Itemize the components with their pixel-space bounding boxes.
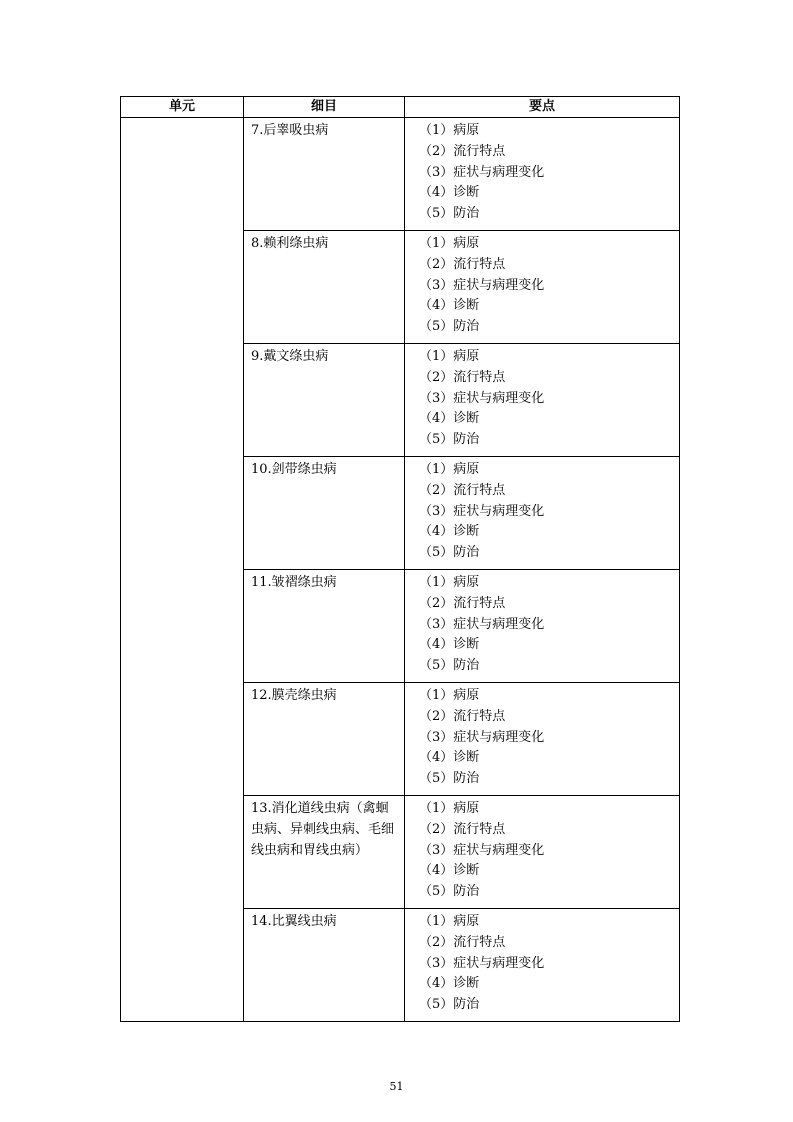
point-item: （5）防治 bbox=[419, 771, 480, 787]
point-item: （4）诊断 bbox=[419, 298, 480, 314]
point-item: （3）症状与病理变化 bbox=[419, 164, 545, 180]
subitem-cell: 9.戴文绦虫病 bbox=[244, 344, 405, 457]
point-item: （2）流行特点 bbox=[419, 482, 506, 498]
point-item: （2）流行特点 bbox=[419, 821, 506, 837]
point-item: （5）防治 bbox=[419, 319, 480, 335]
subitem-cell: 7.后睾吸虫病 bbox=[244, 118, 405, 231]
points-cell bbox=[405, 570, 680, 683]
point-item: （3）症状与病理变化 bbox=[419, 616, 545, 632]
point-item: （1）病原 bbox=[419, 123, 480, 138]
points-list bbox=[419, 686, 679, 790]
subitem-cell: 11.皱褶绦虫病 bbox=[244, 570, 405, 683]
point-item: （5）防治 bbox=[419, 884, 480, 900]
points-cell bbox=[405, 118, 680, 231]
subitem-cell: 12.膜壳绦虫病 bbox=[244, 683, 405, 796]
point-item: （4）诊断 bbox=[419, 524, 480, 540]
point-item: （1）病原 bbox=[419, 914, 480, 929]
subitem-cell: 13.消化道线虫病（禽蛔虫病、异刺线虫病、毛细线虫病和胃线虫病） bbox=[244, 796, 405, 909]
point-item: （2）流行特点 bbox=[419, 595, 506, 611]
points-list bbox=[419, 799, 679, 903]
table-row bbox=[121, 118, 680, 231]
points-cell bbox=[405, 909, 680, 1022]
point-item: （1）病原 bbox=[419, 236, 480, 251]
header-points: 要点 bbox=[405, 97, 680, 118]
point-item: （4）诊断 bbox=[419, 863, 480, 879]
point-item: （5）防治 bbox=[419, 658, 480, 674]
unit-cell bbox=[121, 118, 244, 1022]
points-list bbox=[419, 121, 679, 225]
point-item: （2）流行特点 bbox=[419, 256, 506, 272]
point-item: （1）病原 bbox=[419, 801, 480, 816]
point-item: （2）流行特点 bbox=[419, 369, 506, 385]
header-subitem: 细目 bbox=[244, 97, 405, 118]
page-number: 51 bbox=[389, 1080, 404, 1093]
points-cell bbox=[405, 796, 680, 909]
point-item: （1）病原 bbox=[419, 688, 480, 703]
point-item: （1）病原 bbox=[419, 349, 480, 364]
point-item: （4）诊断 bbox=[419, 185, 480, 201]
point-item: （2）流行特点 bbox=[419, 934, 506, 950]
point-item: （5）防治 bbox=[419, 997, 480, 1013]
point-item: （1）病原 bbox=[419, 462, 480, 477]
points-list bbox=[419, 460, 679, 564]
point-item: （4）诊断 bbox=[419, 750, 480, 766]
syllabus-table bbox=[120, 96, 680, 1022]
point-item: （4）诊断 bbox=[419, 976, 480, 992]
point-item: （5）防治 bbox=[419, 206, 480, 222]
table-header-row bbox=[121, 97, 680, 118]
subitem-cell: 8.赖利绦虫病 bbox=[244, 231, 405, 344]
point-item: （4）诊断 bbox=[419, 411, 480, 427]
header-unit: 单元 bbox=[121, 97, 244, 118]
points-list bbox=[419, 912, 679, 1016]
points-cell bbox=[405, 231, 680, 344]
point-item: （3）症状与病理变化 bbox=[419, 729, 545, 745]
points-list bbox=[419, 234, 679, 338]
point-item: （2）流行特点 bbox=[419, 143, 506, 159]
point-item: （3）症状与病理变化 bbox=[419, 842, 545, 858]
subitem-cell: 10.剑带绦虫病 bbox=[244, 457, 405, 570]
point-item: （3）症状与病理变化 bbox=[419, 955, 545, 971]
point-item: （5）防治 bbox=[419, 545, 480, 561]
point-item: （2）流行特点 bbox=[419, 708, 506, 724]
points-cell bbox=[405, 344, 680, 457]
point-item: （5）防治 bbox=[419, 432, 480, 448]
points-cell bbox=[405, 683, 680, 796]
points-list bbox=[419, 573, 679, 677]
point-item: （1）病原 bbox=[419, 575, 480, 590]
subitem-cell: 14.比翼线虫病 bbox=[244, 909, 405, 1022]
point-item: （4）诊断 bbox=[419, 637, 480, 653]
point-item: （3）症状与病理变化 bbox=[419, 390, 545, 406]
point-item: （3）症状与病理变化 bbox=[419, 503, 545, 519]
point-item: （3）症状与病理变化 bbox=[419, 277, 545, 293]
table-body bbox=[121, 118, 680, 1022]
points-list bbox=[419, 347, 679, 451]
points-cell bbox=[405, 457, 680, 570]
